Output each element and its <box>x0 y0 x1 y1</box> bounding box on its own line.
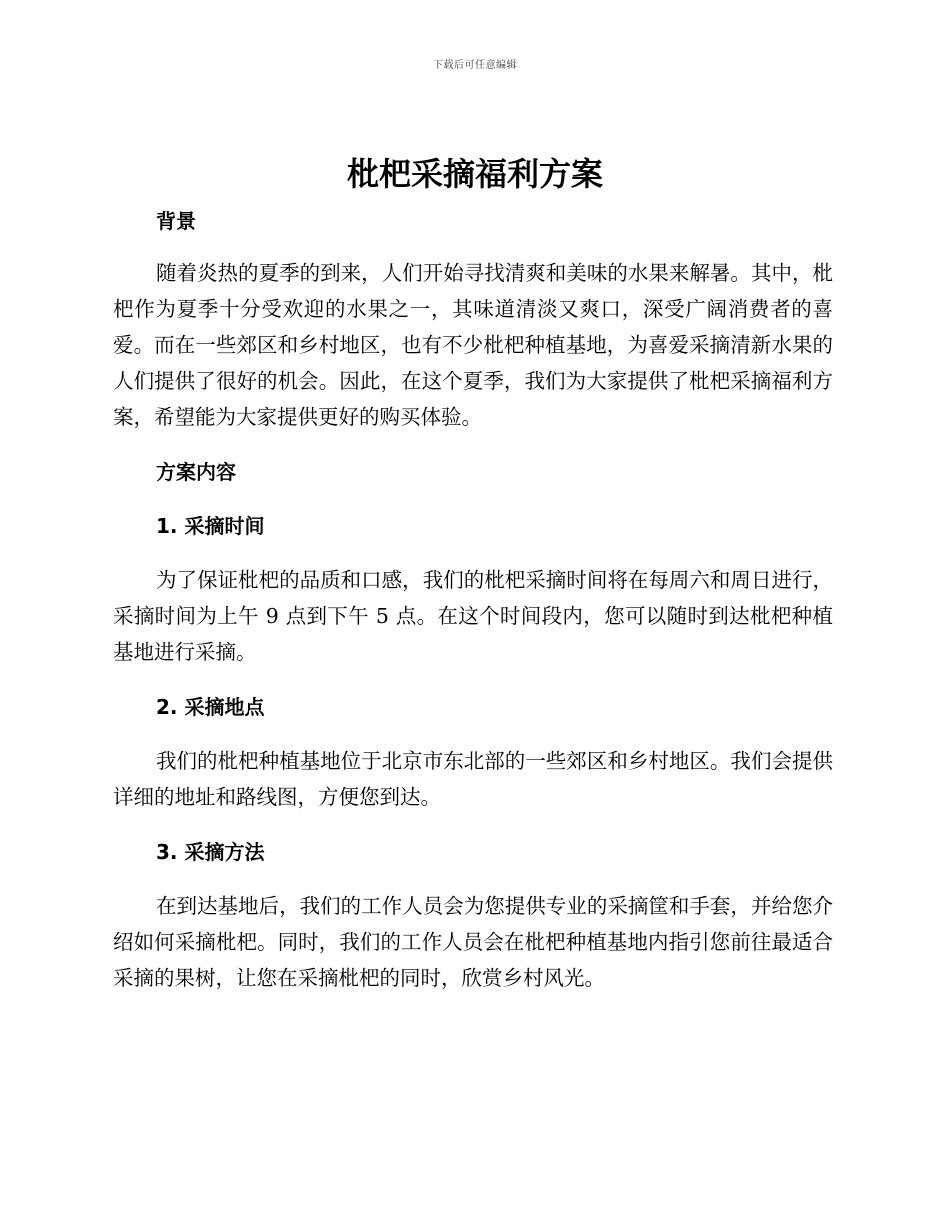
header-note: 下载后可任意编辑 <box>433 60 517 71</box>
paragraph-method: 在到达基地后，我们的工作人员会为您提供专业的采摘筐和手套，并给您介绍如何采摘枇杷。同时，我们的工作人员会在枇杷种植基地内指引您前往最适合采摘的果树，让您在采摘枇杷的同时，欣赏乡村风光。 <box>113 894 833 990</box>
paragraph-background: 随着炎热的夏季的到来，人们开始寻找清爽和美味的水果来解暑。其中，枇杷作为夏季十分受欢迎的水果之一，其味道清淡又爽口，深受广阔消费者的喜爱。而在一些郊区和乡村地区，也有不少枇杷种植基地，为喜爱采摘清新水果的人们提供了很好的机会。因此，在这个夏季，我们为大家提供了枇杷采摘福利方案，希望能为大家提供更好的购买体验。 <box>113 261 833 429</box>
section-heading-location: 2. 采摘地点 <box>156 695 265 719</box>
section-heading-plan: 方案内容 <box>156 460 236 484</box>
paragraph-location: 我们的枇杷种植基地位于北京市东北部的一些郊区和乡村地区。我们会提供详细的地址和路线图，方便您到达。 <box>113 749 833 809</box>
section-heading-background: 背景 <box>156 209 196 233</box>
document-title: 枇杷采摘福利方案 <box>346 155 603 193</box>
section-heading-time: 1. 采摘时间 <box>156 514 265 538</box>
document-body <box>113 204 833 996</box>
paragraph-time: 为了保证枇杷的品质和口感，我们的枇杷采摘时间将在每周六和周日进行，采摘时间为上午 9 点到下午 5 点。在这个时间段内，您可以随时到达枇杷种植基地进行采摘。 <box>113 568 833 664</box>
section-heading-method: 3. 采摘方法 <box>156 840 265 864</box>
